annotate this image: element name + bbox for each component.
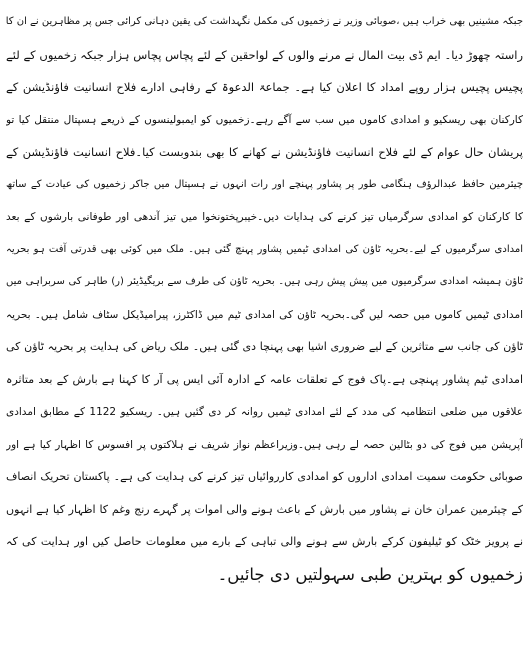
article-line: کا کارکنان کو امدادی سرگرمیاں تیز کرنے کی ہدایات دیں۔خیبرپختونخوا میں تیز آندھی اور طوفانی بارشوں کے بعد: [6, 211, 523, 223]
article-line: صوبائی حکومت سمیت امدادی اداروں کو امدادی کارروائیاں تیز کرنے کی ہدایت کی ہے۔ پاکستان تحریک انصاف: [6, 470, 523, 483]
article-line: ٹاؤن کی جانب سے متاثرین کے لیے ضروری اشیا بھی پہنچا دی گئی ہیں۔ ملک ریاض کی ہدایت پر بحریہ ٹاؤن کی: [6, 340, 523, 353]
article-line: جبکہ مشینیں بھی خراب ہیں ،صوبائی وزیر نے زخمیوں کی مکمل نگہداشت کی یقین دہانی کرائی جس پر مظاہرین نے ان کا: [6, 16, 523, 27]
article-line: پریشان حال عوام کے لئے فلاح انسانیت فاؤنڈیشن نے کھانے کا بھی بندوبست کیا۔فلاح انسانیت فاؤنڈیشن کے: [6, 145, 523, 159]
article-body: [6, 6, 523, 591]
article-line: امدادی ٹیمیں کاموں میں حصہ لیں گی۔بحریہ ٹاؤن کی امدادی ٹیم میں ڈاکٹرز، پیرامیڈیکل سٹاف شامل ہیں۔ بحریہ: [6, 308, 523, 321]
article-line: چیئرمین حافظ عبدالرؤف ہنگامی طور پر پشاور پہنچے اور رات انہوں نے ہسپتال میں جاکر زخمیوں کی عیادت کے ساتھ: [6, 178, 523, 190]
article-line: نے پرویز خٹک کو ٹیلیفون کرکے بارش سے ہونے والی تباہی کے بارے میں معلومات حاصل کیں اور ہدایت کی کہ: [6, 535, 523, 548]
article-line: امدادی سرگرمیوں کے لیے۔بحریہ ٹاؤن کی امدادی ٹیمیں پشاور پہنچ گئی ہیں۔ ملک میں کوئی بھی قدرتی آفت ہو بحریہ: [6, 243, 523, 255]
article-line: علاقوں میں ضلعی انتظامیہ کی مدد کے لئے امدادی ٹیمیں روانہ کر دی گئیں ہیں۔ ریسکیو 1122 کے مطابق امدادی: [6, 406, 523, 418]
article-line: زخمیوں کو بہترین طبی سہولتیں دی جائیں۔: [217, 564, 523, 584]
article-line: امدادی ٹیم پشاور پہنچی ہے۔پاک فوج کے تعلقات عامہ کے ادارہ آئی ایس پی آر کا کہنا ہے بارش کے بعد متاثرہ: [6, 372, 523, 386]
article-line: آپریشن میں فوج کی دو بٹالین حصہ لے رہی ہیں۔وزیراعظم نواز شریف نے ہلاکتوں پر افسوس کا اظہار کیا ہے اور: [6, 438, 523, 451]
article-line: ٹاؤن ہمیشہ امدادی سرگرمیوں میں پیش پیش رہی ہیں۔ بحریہ ٹاؤن کی طرف سے بریگیڈیئر (ر) طاہر کی سربراہی میں: [6, 276, 523, 287]
article-line: پچیس پچیس ہزار روپے امداد کا اعلان کیا ہے۔ جماعۃ الدعوۃ کے رفاہی ادارے فلاح انسانیت فاؤنڈیشن کے: [6, 80, 523, 94]
article-line: کارکنان بھی ریسکیو و امدادی کاموں میں سب سے آگے رہے۔زخمیوں کو ایمبولینسوں کے ذریعے ہسپتال منتقل کیا تو: [6, 113, 523, 126]
article-line: کے چیئرمین عمران خان نے پشاور میں بارش کے باعث ہونے والی اموات پر گہرے رنج وغم کا اظہار کیا ہے انہوں: [6, 502, 523, 516]
article-line: راستہ چھوڑ دیا۔ ایم ڈی بیت المال نے مرنے والوں کے لواحقین کے لئے پچاس پچاس ہزار جبکہ زخمیوں کے لئے: [6, 47, 523, 62]
